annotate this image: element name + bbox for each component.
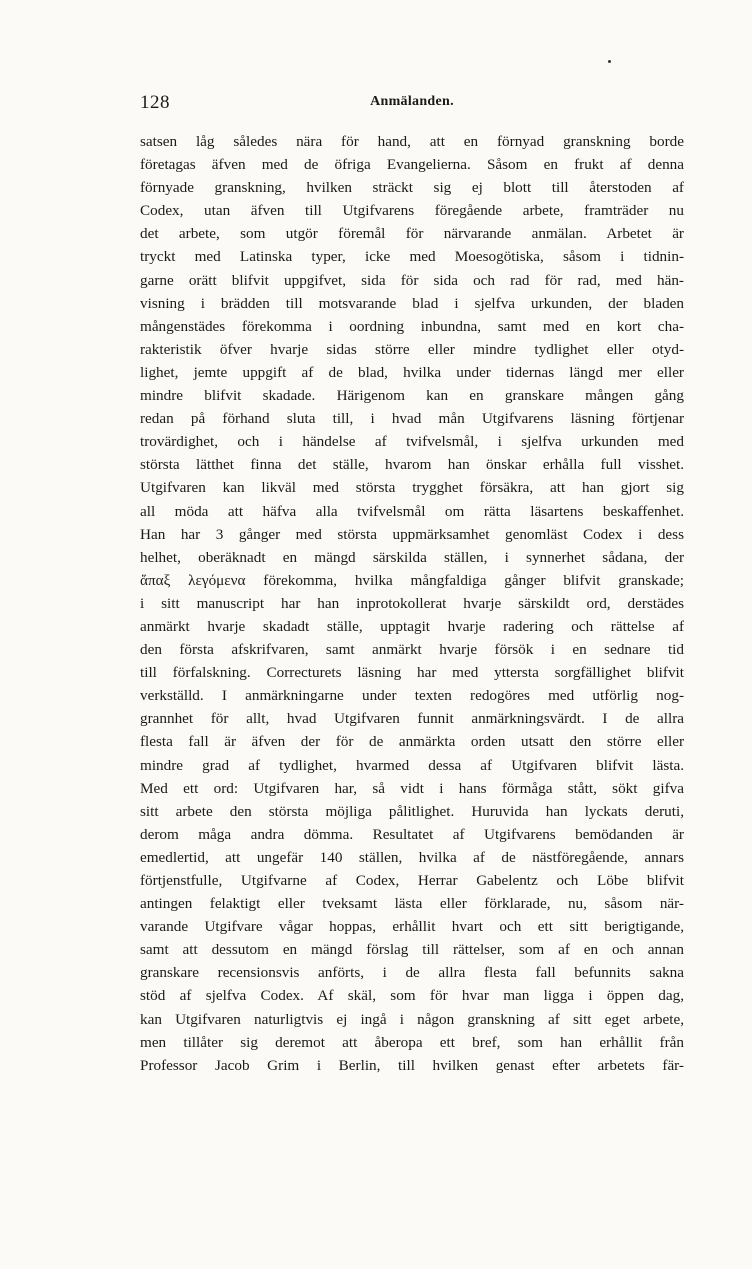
text-line: antingen felaktigt eller tveksamt lästa eller förklarade, nu, såsom när- <box>140 895 684 913</box>
text-line: tryckt med Latinska typer, icke med Moesogötiska, såsom i tidnin- <box>140 248 684 266</box>
text-line: flesta fall är äfven der för de anmärkta orden utsatt den större eller <box>140 733 684 751</box>
text-line: mindre blifvit skadade. Härigenom kan en granskare mången gång <box>140 387 684 405</box>
text-line: varande Utgifvare vågar hoppas, erhållit hvart och ett sitt berigtigande, <box>140 918 684 936</box>
text-line: rakteristik öfver hvarje sidas större eller mindre tydlighet eller otyd- <box>140 340 684 358</box>
text-line: all möda att häfva alla tvifvelsmål om rätta läsartens beskaffenhet. <box>140 502 684 520</box>
text-line: trovärdighet, och i händelse af tvifvelsmål, i sjelfva urkunden med <box>140 433 684 451</box>
text-line: Utgifvaren kan likväl med största trygghet försäkra, att han gjort sig <box>140 479 684 497</box>
text-line: lighet, jemte uppgift af de blad, hvilka under tidernas längd mer eller <box>140 363 684 381</box>
text-line: redan på förhand sluta till, i hvad mån Utgifvarens läsning förtjenar <box>140 410 684 428</box>
text-line: största lätthet finna det ställe, hvarom han önskar erhålla full visshet. <box>140 456 684 474</box>
text-line: visning i brädden till motsvarande blad i sjelfva urkunden, der bladen <box>140 294 684 312</box>
text-line: men tillåter sig deremot att åberopa ett bref, som han erhållit från <box>140 1033 684 1051</box>
text-line: satsen låg således nära för hand, att en förnyad granskning borde <box>140 133 684 150</box>
text-line: granskare recensionsvis anförts, i de allra flesta fall befunnits sakna <box>140 964 684 982</box>
text-line: sitt arbete den största möjliga pålitlighet. Huruvida han lyckats deruti, <box>140 802 684 820</box>
text-line: företagas äfven med de öfriga Evangelierna. Såsom en frukt af denna <box>140 156 684 174</box>
text-line: det arbete, som utgör föremål för närvarande anmälan. Arbetet är <box>140 225 684 243</box>
text-line: helhet, oberäknadt en mängd särskilda ställen, i synnerhet sådana, der <box>140 548 684 566</box>
text-line: kan Utgifvaren naturligtvis ej ingå i någon granskning af sitt eget arbete, <box>140 1010 684 1028</box>
page-number: 128 <box>140 92 170 113</box>
text-line: garne orätt blifvit uppgifvet, sida för sida och rad för rad, med hän- <box>140 271 684 289</box>
text-line: ἅπαξ λεγόμενα förekomma, hvilka mångfaldiga gånger blifvit granskade; <box>140 571 684 589</box>
text-line: verkställd. I anmärkningarne under texten redogöres med utförlig nog- <box>140 687 684 705</box>
text-line: Med ett ord: Utgifvaren har, så vidt i hans förmåga stått, sökt gifva <box>140 779 684 797</box>
text-line: derom måga andra dömma. Resultatet af Utgifvarens bemödanden är <box>140 825 684 843</box>
text-line: till förfalskning. Correcturets läsning har med yttersta sorgfällighet blifvit <box>140 664 684 682</box>
text-line: förtjenstfulle, Utgifvarne af Codex, Herrar Gabelentz och Löbe blifvit <box>140 872 684 889</box>
text-line: Professor Jacob Grim i Berlin, till hvilken genast efter arbetets fär- <box>140 1056 684 1074</box>
text-line: Codex, utan äfven till Utgifvarens föregående arbete, framträder nu <box>140 202 684 220</box>
text-line: förnyade granskning, hvilken sträckt sig ej blott till återstoden af <box>140 179 684 197</box>
text-line: anmärkt hvarje skadadt ställe, upptagit hvarje radering och rättelse af <box>140 617 684 635</box>
text-line: emedlertid, att ungefär 140 ställen, hvilka af de nästföregående, annars <box>140 848 684 866</box>
text-line: i sitt manuscript har han inprotokollerat hvarje särskildt ord, derstädes <box>140 594 684 612</box>
text-line: Han har 3 gånger med största uppmärksamhet genomläst Codex i dess <box>140 525 684 543</box>
text-line: stöd af sjelfva Codex. Af skäl, som för hvar man ligga i öppen dag, <box>140 987 684 1005</box>
text-line: mångenstädes förekomma i oordning inbundna, samt med en kort cha- <box>140 317 684 335</box>
running-head: Anmälanden. <box>370 94 454 109</box>
text-line: samt att dessutom en mängd förslag till rättelser, som af en och annan <box>140 941 684 959</box>
text-line: mindre grad af tydlighet, hvarmed dessa af Utgifvaren blifvit lästa. <box>140 756 684 774</box>
page-header <box>140 92 684 116</box>
text-line: den första afskrifvaren, samt anmärkt hvarje försök i en sednare tid <box>140 641 684 659</box>
text-line: grannhet för allt, hvad Utgifvaren funnit anmärkningsvärdt. I de allra <box>140 710 684 728</box>
ink-speck <box>608 60 611 63</box>
body-text <box>140 130 684 1077</box>
